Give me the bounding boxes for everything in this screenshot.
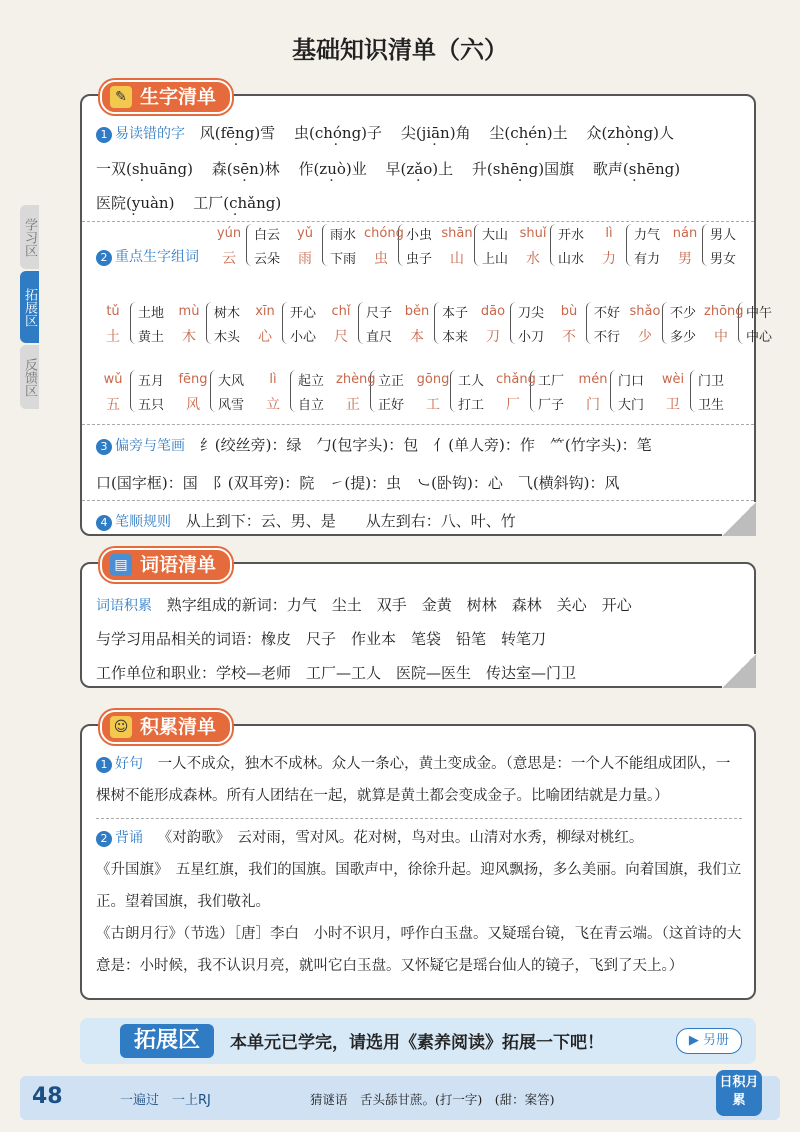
words-row-2 bbox=[96, 628, 768, 649]
compound-word: 虫子 bbox=[406, 252, 433, 267]
words-label: 词语积累 bbox=[96, 598, 152, 614]
key-char-item bbox=[476, 302, 556, 350]
compound-word: 风雪 bbox=[218, 398, 245, 413]
compound-word: 打工 bbox=[458, 398, 485, 413]
series-label: 一遍过 一上RJ bbox=[120, 1093, 211, 1108]
page-title: 基础知识清单（六） bbox=[292, 36, 508, 64]
pinyin: lì bbox=[269, 372, 277, 387]
compound-word: 开心 bbox=[290, 306, 317, 321]
character: 尺 bbox=[334, 329, 348, 345]
key-char-item bbox=[516, 224, 596, 272]
pinyin: xīn bbox=[255, 304, 275, 319]
pinyin: bù bbox=[560, 304, 578, 319]
character: 心 bbox=[258, 329, 272, 345]
key-char-item bbox=[628, 302, 708, 350]
pinyin: gōng bbox=[416, 372, 450, 387]
compound-word: 小刀 bbox=[518, 330, 545, 345]
radical-row-1: 3 偏旁与笔画 纟(绞丝旁)：绿 勹(包字头)：包 亻(单人旁)：作 ⺮(竹字头)：笔 bbox=[96, 434, 768, 455]
section-head-characters bbox=[100, 80, 232, 114]
compound-word: 树木 bbox=[214, 306, 241, 321]
stroke-text: 从上到下：云、男、是 从左到右：八、叶、竹 bbox=[185, 512, 516, 530]
daily-badge: 日积月累 bbox=[716, 1070, 762, 1116]
key-char-item bbox=[416, 370, 496, 418]
bracket bbox=[662, 302, 669, 344]
radical-row-2 bbox=[96, 472, 768, 493]
row-divider bbox=[82, 424, 754, 425]
poem-text: 《古朗月行》（节选）［唐］李白 小时不识月，呼作白玉盘。又疑瑶台镜，飞在青云端。（这首诗的大意是：小时候，我不认识月亮，就叫它白玉盘。又怀疑它是瑶台仙人的镜子，飞到了天上。） bbox=[96, 926, 742, 974]
character: 雨 bbox=[298, 251, 312, 267]
compound-word: 小心 bbox=[290, 330, 317, 345]
bracket bbox=[690, 370, 697, 412]
bracket bbox=[510, 302, 517, 344]
banner-text: 本单元已学完，请选用《素养阅读》拓展一下吧！ bbox=[230, 1033, 604, 1053]
compound-word: 厂子 bbox=[538, 398, 565, 413]
pinyin: tǔ bbox=[106, 304, 120, 319]
bracket bbox=[322, 224, 329, 266]
card-characters bbox=[80, 94, 773, 536]
character: 厂 bbox=[506, 397, 520, 413]
compound-word: 中午 bbox=[746, 306, 773, 321]
key-char-item bbox=[212, 224, 292, 272]
book-icon: ▤ bbox=[110, 554, 132, 576]
bracket bbox=[434, 302, 441, 344]
compound-word: 不好 bbox=[594, 306, 621, 321]
riddle-text: 猜谜语 舌头舔甘蔗。(打一字) (甜：案答) bbox=[310, 1092, 555, 1107]
character: 正 bbox=[346, 397, 360, 413]
card-accumulate bbox=[80, 724, 756, 1000]
words-row-3 bbox=[96, 662, 768, 683]
easy-word: 尖(jiān)角 · bbox=[401, 122, 471, 143]
smile-icon: ☺ bbox=[110, 716, 132, 738]
bracket bbox=[450, 370, 457, 412]
key-char-item bbox=[592, 224, 672, 272]
key-char-item bbox=[176, 370, 256, 418]
compound-word: 大门 bbox=[618, 398, 645, 413]
easy-word: 尘(chén)土 · bbox=[489, 122, 567, 143]
compound-word: 卫生 bbox=[698, 398, 725, 413]
pinyin: chǐ bbox=[331, 304, 351, 319]
easy-word: 虫(chóng)子 · bbox=[294, 122, 382, 143]
compound-word: 开水 bbox=[558, 228, 585, 243]
compound-word: 小虫 bbox=[406, 228, 433, 243]
compound-word: 直尺 bbox=[366, 330, 393, 345]
character: 男 bbox=[678, 251, 692, 267]
pinyin: chóng bbox=[364, 226, 404, 241]
key-char-item bbox=[552, 302, 632, 350]
easy-row-3 bbox=[82, 192, 754, 222]
key-char-item bbox=[172, 302, 252, 350]
character: 土 bbox=[106, 329, 120, 345]
compound-word: 上山 bbox=[482, 252, 509, 267]
compound-word: 雨水 bbox=[330, 228, 357, 243]
pinyin: nán bbox=[672, 226, 698, 241]
compound-word: 白云 bbox=[254, 228, 281, 243]
compound-word: 云朵 bbox=[254, 252, 281, 267]
side-tab-study[interactable]: 学习区 bbox=[20, 205, 39, 269]
good-sentence: 1 好句 一人不成众，独木不成林。众人一条心，黄土变成金。（意思是：一个人不能组成团队，一棵树不能形成森林。所有人团结在一起，就算是黄土都会变成金子。比喻团结就是力量。） bbox=[96, 748, 742, 819]
compound-word: 男人 bbox=[710, 228, 737, 243]
character: 不 bbox=[562, 329, 576, 345]
pinyin: shǎo bbox=[629, 304, 661, 319]
character: 立 bbox=[266, 397, 280, 413]
key-char-item bbox=[440, 224, 520, 272]
page-curl bbox=[722, 654, 756, 688]
easy-word: 歌声(shēng) · bbox=[593, 158, 680, 179]
compound-word: 门卫 bbox=[698, 374, 725, 389]
easy-word: 作(zuò)业 · bbox=[298, 158, 366, 179]
easy-row-1 bbox=[96, 122, 768, 143]
compound-word: 自立 bbox=[298, 398, 325, 413]
compound-word: 门口 bbox=[618, 374, 645, 389]
compound-word: 正好 bbox=[378, 398, 405, 413]
pencil-icon: ✎ bbox=[110, 86, 132, 108]
bracket bbox=[610, 370, 617, 412]
good-text: 一人不成众，独木不成林。众人一条心，黄土变成金。（意思是：一个人不能组成团队，一棵树不能形成森林。所有人团结在一起，就算是黄土都会变成金子。比喻团结就是力量。） bbox=[96, 756, 731, 804]
bracket bbox=[358, 302, 365, 344]
compound-word: 土地 bbox=[138, 306, 165, 321]
pinyin: wèi bbox=[661, 372, 685, 387]
easy-word: 升(shēng)国旗 · bbox=[472, 158, 574, 179]
row-divider bbox=[82, 500, 754, 501]
key-char-item bbox=[288, 224, 368, 272]
bracket bbox=[474, 224, 481, 266]
compound-word: 刀尖 bbox=[518, 306, 545, 321]
character: 本 bbox=[410, 329, 424, 345]
easy-row-2 bbox=[96, 158, 768, 179]
side-tab-feedback[interactable]: 反馈区 bbox=[20, 345, 39, 409]
recite-block: 2 背诵 《对韵歌》 云对雨，雪对风。花对树，鸟对虫。山清对水秀，柳绿对桃红。 《升国旗》 五星红旗，我们的国旗。国歌声中，徐徐升起。迎风飘扬，多么美丽。向着国旗，我们立正。望着国旗，我们敬礼。 《古朗月行》（节选）［唐］李白 小时不识月，呼作白玉盘。又疑瑶台镜，飞在青云端。（这首诗的大意是：小时候，我不认识月亮，就叫它白玉盘。又怀疑它是瑶台仙人的镜子，飞到了天上。） bbox=[96, 830, 742, 974]
pinyin: shuǐ bbox=[519, 226, 547, 241]
easy-word: 一双(shuāng) · bbox=[96, 158, 193, 179]
key-char-item bbox=[324, 302, 404, 350]
easy-word: 医院(yuàn) · bbox=[96, 192, 174, 213]
easy-word: 工厂(chǎng) · bbox=[193, 192, 281, 213]
poem-text: 《升国旗》 五星红旗，我们的国旗。国歌声中，徐徐升起。迎风飘扬，多么美丽。向着国旗，我们立正。望着国旗，我们敬礼。 bbox=[96, 862, 742, 910]
key-char-item bbox=[96, 302, 176, 350]
pinyin: yǔ bbox=[297, 226, 313, 241]
pinyin: shān bbox=[441, 226, 473, 241]
bracket bbox=[246, 224, 253, 266]
compound-word: 黄土 bbox=[138, 330, 165, 345]
compound-word: 中心 bbox=[746, 330, 773, 345]
footer bbox=[20, 1076, 780, 1120]
compound-word: 男女 bbox=[710, 252, 737, 267]
pinyin: běn bbox=[404, 304, 430, 319]
pinyin: zhèng bbox=[336, 372, 376, 387]
compound-word: 力气 bbox=[634, 228, 661, 243]
radical-text: 口(国字框)：国 阝(双耳旁)：院 ㇀(提)：虫 ㇃(卧钩)：心 ⺄(横斜钩)：风 bbox=[96, 474, 620, 492]
compound-word: 立正 bbox=[378, 374, 405, 389]
character: 中 bbox=[714, 329, 728, 345]
stroke-row: 4 笔顺规则 从上到下：云、男、是 从左到右：八、叶、竹 bbox=[96, 510, 768, 531]
character: 木 bbox=[182, 329, 196, 345]
radical-text: 纟(绞丝旁)：绿 勹(包字头)：包 亻(单人旁)：作 ⺮(竹字头)：笔 bbox=[199, 436, 652, 454]
key-char-item bbox=[668, 224, 748, 272]
section-head-accumulate bbox=[100, 710, 232, 744]
compound-word: 本子 bbox=[442, 306, 469, 321]
key-char-item bbox=[576, 370, 656, 418]
words-row-1 bbox=[96, 594, 768, 615]
section-head-label: 生字清单 bbox=[140, 86, 217, 108]
compound-word: 本来 bbox=[442, 330, 469, 345]
section-head-words bbox=[100, 548, 232, 582]
pinyin: fēng bbox=[178, 372, 208, 387]
key-char-item bbox=[656, 370, 736, 418]
compound-word: 不行 bbox=[594, 330, 621, 345]
character: 虫 bbox=[374, 251, 388, 267]
pinyin: mù bbox=[178, 304, 200, 319]
easy-word: 森(sēn)林 · bbox=[212, 158, 280, 179]
side-tab-extend[interactable]: 拓展区 bbox=[20, 271, 39, 343]
key-char-item bbox=[496, 370, 576, 418]
key-char-item bbox=[336, 370, 416, 418]
key-char-item bbox=[96, 370, 176, 418]
compound-word: 五只 bbox=[138, 398, 165, 413]
bracket bbox=[550, 224, 557, 266]
compound-word: 木头 bbox=[214, 330, 241, 345]
compound-word: 山水 bbox=[558, 252, 585, 267]
character: 云 bbox=[222, 251, 236, 267]
pinyin: dāo bbox=[480, 304, 506, 319]
other-book-button[interactable]: ▶ 另册 bbox=[676, 1028, 742, 1054]
easy-label: 1 易读错的字 bbox=[96, 126, 185, 142]
pinyin: lì bbox=[605, 226, 613, 241]
bracket bbox=[130, 302, 137, 344]
poem-text: 《对韵歌》 云对雨，雪对风。花对树，鸟对虫。山清对水秀，柳绿对桃红。 bbox=[157, 830, 644, 846]
character: 风 bbox=[186, 397, 200, 413]
compound-word: 不少 bbox=[670, 306, 697, 321]
easy-word: 风(fēng)雪 · bbox=[200, 122, 275, 143]
compound-word: 尺子 bbox=[366, 306, 393, 321]
character: 山 bbox=[450, 251, 464, 267]
compound-word: 有力 bbox=[634, 252, 661, 267]
compound-word: 五月 bbox=[138, 374, 165, 389]
section-head-label: 积累清单 bbox=[140, 716, 217, 738]
pinyin: chǎng bbox=[496, 372, 536, 387]
character: 水 bbox=[526, 251, 540, 267]
character: 工 bbox=[426, 397, 440, 413]
page-curl bbox=[722, 502, 756, 536]
banner-tag: 拓展区 bbox=[120, 1024, 214, 1058]
words-text: 工作单位和职业：学校—老师 工厂—工人 医院—医生 传达室—门卫 bbox=[96, 664, 577, 682]
pinyin: wǔ bbox=[103, 372, 123, 387]
compound-word: 大山 bbox=[482, 228, 509, 243]
key-char-item bbox=[256, 370, 336, 418]
key-char-item bbox=[400, 302, 480, 350]
compound-word: 下雨 bbox=[330, 252, 357, 267]
character: 卫 bbox=[666, 397, 680, 413]
compound-word: 多少 bbox=[670, 330, 697, 345]
character: 门 bbox=[586, 397, 600, 413]
key-char-item bbox=[364, 224, 444, 272]
character: 五 bbox=[106, 397, 120, 413]
pinyin: zhōng bbox=[704, 304, 744, 319]
pinyin: mén bbox=[578, 372, 608, 387]
bracket bbox=[206, 302, 213, 344]
compound-word: 工人 bbox=[458, 374, 485, 389]
character: 力 bbox=[602, 251, 616, 267]
character: 刀 bbox=[486, 329, 500, 345]
bracket bbox=[130, 370, 137, 412]
bracket bbox=[290, 370, 297, 412]
page-number: 48 bbox=[32, 1084, 63, 1109]
compound-word: 大风 bbox=[218, 374, 245, 389]
bracket bbox=[282, 302, 289, 344]
compound-word: 起立 bbox=[298, 374, 325, 389]
words-text: 熟字组成的新词：力气 尘土 双手 金黄 树林 森林 关心 开心 bbox=[166, 596, 632, 614]
words-text: 与学习用品相关的词语：橡皮 尺子 作业本 笔袋 铅笔 转笔刀 bbox=[96, 630, 547, 648]
easy-word: 早(zǎo)上 · bbox=[386, 158, 454, 179]
pinyin: yún bbox=[216, 226, 242, 241]
character: 少 bbox=[638, 329, 652, 345]
bracket bbox=[586, 302, 593, 344]
section-head-label: 词语清单 bbox=[140, 554, 217, 576]
key-char-item bbox=[248, 302, 328, 350]
compound-word: 工厂 bbox=[538, 374, 565, 389]
bracket bbox=[210, 370, 217, 412]
bracket bbox=[626, 224, 633, 266]
side-tabs bbox=[20, 205, 60, 411]
extend-banner bbox=[80, 1018, 756, 1064]
key-label: 2 重点生字组词 bbox=[96, 246, 216, 266]
key-char-item bbox=[704, 302, 784, 350]
easy-word: 众(zhòng)人 · bbox=[586, 122, 674, 143]
bracket bbox=[702, 224, 709, 266]
